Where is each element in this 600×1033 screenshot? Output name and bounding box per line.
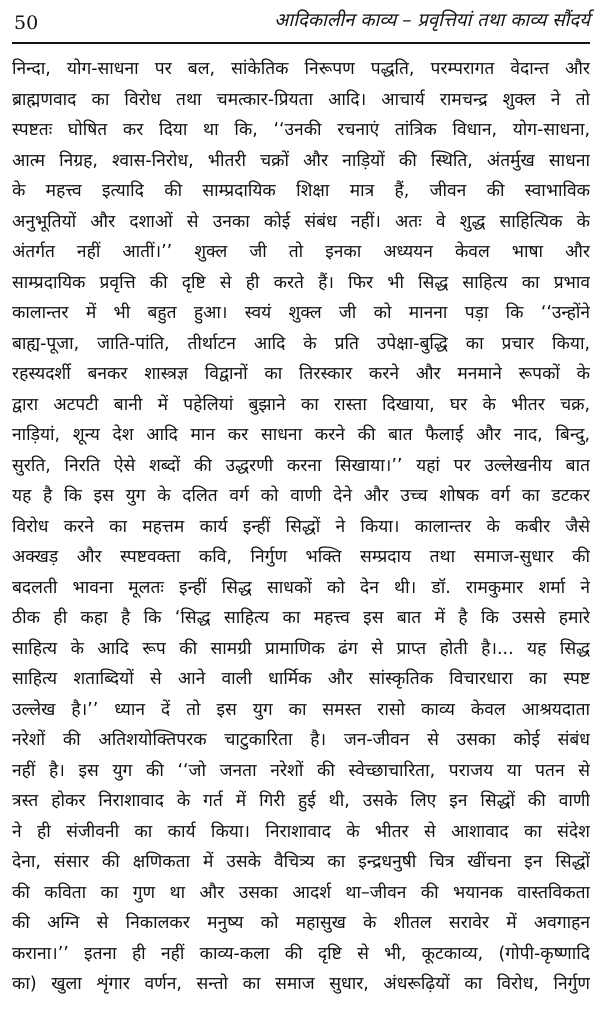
text-line: का) खुला शृंगार वर्णन, सन्तो का समाज सुधार, अंधरूढ़ियों का विरोध, निर्गुण <box>12 974 590 994</box>
text-line: सुरति, निरति ऐसे शब्दों की उद्धरणी करना सिखाया।’’ यहां पर उल्लेखनीय बात <box>12 455 590 476</box>
text-line: ठीक ही कहा है कि ‘सिद्ध साहित्य का महत्त्व इस बात में है कि उससे हमारे <box>12 608 590 628</box>
text-line: कालान्तर में भी बहुत हुआ। स्वयं शुक्ल जी को मानना पड़ा कि ‘‘उन्होंने <box>12 303 590 323</box>
text-line: साहित्य के आदि रूप की सामग्री प्रामाणिक ढंग से प्राप्त होती है।... यह सिद्ध <box>12 638 590 659</box>
text-line: की अग्नि से निकालकर मनुष्य को महासुख के शीतल सरावेर में अवगाहन <box>12 913 590 933</box>
text-line: नरेशों की अतिशयोक्तिपरक चाटुकारिता है। जन-जीवन से उसका कोई संबंध <box>12 730 590 750</box>
text-line: नहीं है। इस युग की ‘‘जो जनता नरेशों की स्वेच्छाचारिता, पराजय या पतन से <box>12 760 590 781</box>
text-line: उल्लेख है।’’ ध्यान दें तो इस युग का समस्त रासो काव्य केवल आश्रयदाता <box>12 699 590 720</box>
text-line: अक्खड़ और स्पष्टवक्ता कवि, निर्गुण भक्ति सम्प्रदाय तथा समाज-सुधार की <box>12 547 590 567</box>
text-line: रहस्यदर्शी बनकर शास्त्रज्ञ विद्वानों का तिरस्कार करने और मनमाने रूपकों के <box>12 364 590 384</box>
text-line: द्वारा अटपटी बानी में पहेलियां बुझाने का रास्ता दिखाया, घर के भीतर चक्र, <box>12 394 590 415</box>
text-line: निन्दा, योग-साधना पर बल, सांकेतिक निरूपण पद्धति, परम्परागत वेदान्त और <box>12 59 590 79</box>
page-header <box>12 8 590 44</box>
text-line: विरोध करने का महत्तम कार्य इन्हीं सिद्धों ने किया। कालान्तर के कबीर जैसे <box>12 516 590 537</box>
running-title: आदिकालीन काव्य – प्रवृत्तियां तथा काव्य सौंदर्य <box>274 10 590 31</box>
text-line: साम्प्रदायिक प्रवृत्ति की दृष्टि से ही करते हैं। फिर भी सिद्ध साहित्य का प्रभाव <box>12 272 590 293</box>
text-line: त्रस्त होकर निराशावाद के गर्त में गिरी हुई थी, उसके लिए इन सिद्धों की वाणी <box>12 791 590 811</box>
text-line: देना, संसार की क्षणिकता में उसके वैचित्र्य का इन्द्रधनुषी चित्र खींचना इन सिद्धों <box>12 852 590 872</box>
page-number: 50 <box>14 12 39 34</box>
text-line: ने ही संजीवनी का कार्य किया। निराशावाद के भीतर से आशावाद का संदेश <box>12 821 590 842</box>
text-line: स्पष्टतः घोषित कर दिया था कि, ‘‘उनकी रचनाएं तांत्रिक विधान, योग-साधना, <box>12 120 590 140</box>
text-line: नाड़ियां, शून्य देश आदि मान कर साधना करने की बात फैलाई और नाद, बिन्दु, <box>12 425 590 445</box>
text-line: कराना।’’ इतना ही नहीं काव्य-कला की दृष्टि से भी, कूटकाव्य, (गोपी-कृष्णादि <box>12 943 590 964</box>
text-line: अनुभूतियों और दशाओं से उनका कोई संबंध नहीं। अतः वे शुद्ध साहित्यिक के <box>12 211 590 232</box>
text-line: आत्म निग्रह, श्वास-निरोध, भीतरी चक्रों और नाड़ियों की स्थिति, अंतर्मुख साधना <box>12 150 590 171</box>
text-line: की कविता का गुण था और उसका आदर्श था–जीवन की भयानक वास्तविकता <box>12 882 590 903</box>
text-line: के महत्त्व इत्यादि की साम्प्रदायिक शिक्षा मात्र हैं, जीवन की स्वाभाविक <box>12 181 590 201</box>
body-text <box>12 54 590 1000</box>
text-line: बदलती भावना मूलतः इन्हीं सिद्ध साधकों को देन थी। डॉ. रामकुमार शर्मा ने <box>12 577 590 598</box>
text-line: ब्राह्मणवाद का विरोध तथा चमत्कार-प्रियता आदि। आचार्य रामचन्द्र शुक्ल ने तो <box>12 89 590 110</box>
text-line: बाह्य-पूजा, जाति-पांति, तीर्थाटन आदि के प्रति उपेक्षा-बुद्धि का प्रचार किया, <box>12 333 590 354</box>
text-line: साहित्य शताब्दियों से आने वाली धार्मिक और सांस्कृतिक विचारधारा का स्पष्ट <box>12 669 590 689</box>
text-line: यह है कि इस युग के दलित वर्ग को वाणी देने और उच्च शोषक वर्ग का डटकर <box>12 486 590 506</box>
text-line: अंतर्गत नहीं आतीं।’’ शुक्ल जी तो इनका अध्ययन केवल भाषा और <box>12 242 590 262</box>
